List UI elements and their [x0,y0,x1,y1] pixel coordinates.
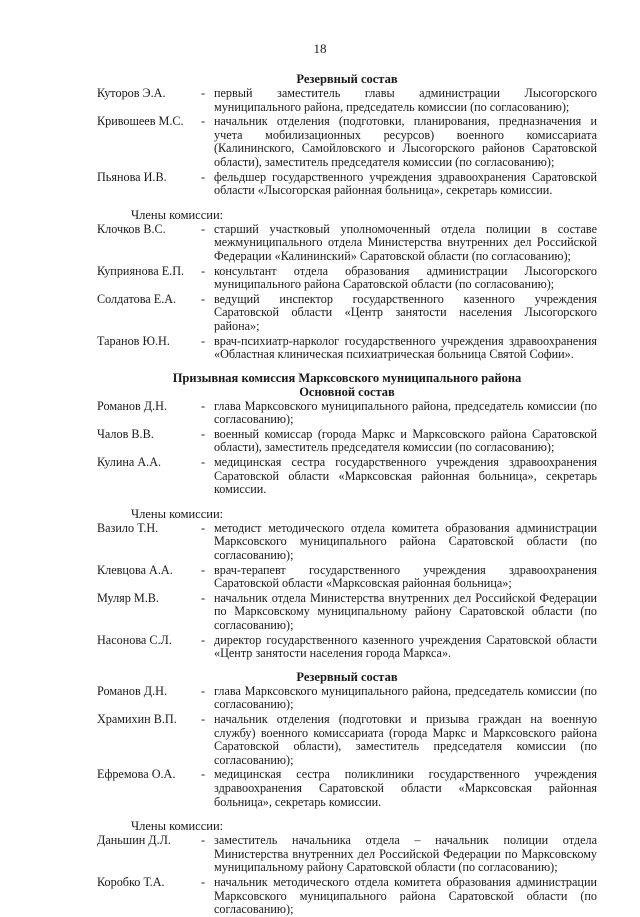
main-members-list [97,685,597,809]
member-name: Муляр М.В. [97,590,159,605]
members-label: Члены комиссии: [131,506,224,521]
member-row [97,634,597,661]
section-subheading: Основной состав [299,384,395,399]
main-members-list [97,400,597,497]
section-heading: Резервный состав [296,669,398,684]
page-number: 18 [313,41,327,56]
member-role: врач-терапевт государственного учреждения здравоохранения Саратовской области «Марксовская районная больница»; [214,562,597,591]
member-role: методист методического отдела комитета образования администрации Марксовского муниципального района Саратовской области (по согласованию); [214,520,597,563]
member-role: заместитель начальника отдела – начальник полиции отдела Министерства внутренних дел Российской Федерации по Марксовскому муниципальному району Саратовской области (по согласованию); [214,833,597,875]
member-name: Солдатова Е.А. [97,291,177,306]
member-row [97,685,597,712]
member-role: глава Марксовского муниципального района, председатель комиссии (по согласованию); [214,398,597,427]
dash-separator: - [201,520,206,535]
member-row [97,428,597,455]
member-row [97,564,597,591]
member-role: ведущий инспектор государственного казенного учреждения Саратовской области «Центр занятости населения Лысогорского района»; [214,291,597,333]
member-name: Куторов Э.А. [97,86,166,100]
dash-separator: - [201,221,206,236]
member-name: Ефремова О.А. [97,767,176,782]
dash-separator: - [201,874,206,889]
member-role: военный комиссар (города Маркс и Марксовского района Саратовской области), заместитель председателя комиссии (по согласованию); [214,426,597,455]
commission-block [97,72,597,362]
commission-members-list [97,223,597,362]
dash-separator: - [201,711,206,726]
dash-separator: - [201,86,206,100]
member-role: начальник отдела Министерства внутренних дел Российской Федерации по Марксовскому муниципальному району Саратовской области (по согласованию); [214,590,597,632]
member-role: фельдшер государственного учреждения здравоохранения Саратовской области «Лысогорская районная больница», секретарь комиссии. [214,169,597,198]
dash-separator: - [201,398,206,413]
dash-separator: - [201,632,206,647]
member-name: Романов Д.Н. [97,398,168,413]
member-name: Коробко Т.А. [97,874,165,889]
dash-separator: - [201,590,206,605]
dash-separator: - [201,683,206,698]
commission-block [97,371,597,661]
member-role: начальник методического отдела комитета образования администрации Марксовского муниципального района Саратовской области (по согласованию); [214,874,597,917]
member-role: директор государственного казенного учреждения Саратовской области «Центр занятости населения города Маркса». [214,632,597,661]
member-name: Клевцова А.А. [97,562,173,577]
member-row [97,522,597,563]
member-name: Кривошеев М.С. [97,114,184,129]
dash-separator: - [201,169,206,184]
member-row [97,400,597,427]
commission-members-list [97,522,597,661]
member-name: Храмихин В.П. [97,711,177,726]
dash-separator: - [201,263,206,278]
member-row [97,456,597,497]
member-row [97,834,597,875]
dash-separator: - [201,833,206,848]
dash-separator: - [201,426,206,441]
member-role: начальник отделения (подготовки, планирования, предназначения и учета мобилизационных ресурсов) военного комиссариата (Калининского, Самойловского и Лысогорского районов Саратовской области), заместитель председателя комиссии (по согласованию); [214,114,597,169]
dash-separator: - [201,455,206,470]
member-row [97,293,597,334]
member-name: Кулина А.А. [97,455,162,470]
member-role: медицинская сестра поликлиники государственного учреждения здравоохранения Саратовской области «Марксовская районная больница», секретарь комиссии. [214,767,597,809]
member-name: Пьянова И.В. [97,169,167,184]
member-row [97,223,597,264]
members-label: Члены комиссии: [131,207,224,222]
member-role: глава Марксовского муниципального района, председатель комиссии (по согласованию); [214,683,597,712]
member-name: Романов Д.Н. [97,683,168,698]
member-row [97,592,597,633]
member-name: Вазило Т.Н. [97,520,159,535]
member-row [97,115,597,169]
member-row [97,265,597,292]
member-role: медицинская сестра государственного учреждения здравоохранения Саратовской области «Марксовская районная больница», секретарь комиссии. [214,455,597,497]
member-name: Даньшин Д.Л. [97,833,171,848]
member-role: первый заместитель главы администрации Лысогорского муниципального района, председатель комиссии (по согласованию); [214,86,597,114]
members-label: Члены комиссии: [131,819,224,834]
main-members-list [97,87,597,198]
document-body [97,70,597,917]
member-name: Чалов В.В. [97,426,154,441]
member-name: Таранов Ю.Н. [97,333,170,348]
dash-separator: - [201,291,206,306]
member-role: старший участковый уполномоченный отдела полиции в составе межмуниципального отдела Министерства внутренних дел Российской Федерации «Калининский» Саратовской области (по согласованию); [214,221,597,263]
member-role: врач-психиатр-нарколог государственного учреждения здравоохранения «Областная клиническая психиатрическая больница Святой Софии». [214,333,597,362]
member-row [97,876,597,917]
member-row [97,768,597,809]
dash-separator: - [201,767,206,782]
member-row [97,87,597,114]
dash-separator: - [201,333,206,348]
member-name: Клочков В.С. [97,221,166,236]
dash-separator: - [201,114,206,129]
member-row [97,713,597,767]
member-row [97,171,597,198]
commission-members-list [97,834,597,917]
member-name: Насонова С.Л. [97,632,172,647]
dash-separator: - [201,562,206,577]
member-name: Куприянова Е.П. [97,263,185,278]
member-row [97,335,597,362]
member-role: консультант отдела образования администрации Лысогорского муниципального района Саратовской области (по согласованию); [214,263,597,292]
section-heading: Резервный состав [296,72,398,86]
commission-block [97,670,597,917]
member-role: начальник отделения (подготовки и призыва граждан на военную службу) военного комиссариата (города Маркс и Марксовского района Саратовской области), заместитель председателя комиссии (по согласованию); [214,711,597,767]
section-heading: Призывная комиссия Марксовского муниципального района [172,370,522,385]
